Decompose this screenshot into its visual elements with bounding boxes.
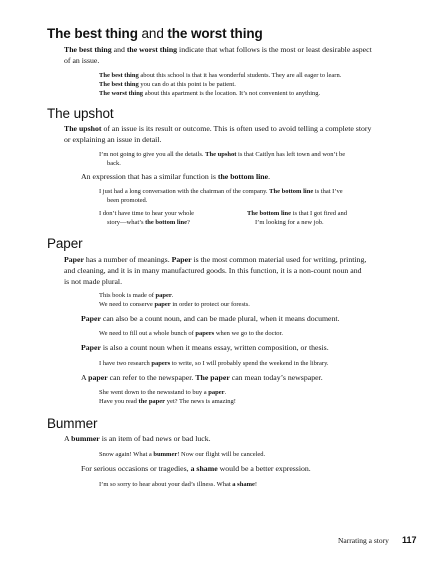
bummer-example-2: I’m so sorry to hear about your dad’s illness. What a shame! <box>99 481 258 488</box>
upshot-bottom-line-note: An expression that has a similar function is the bottom line. <box>81 172 271 181</box>
best-worst-example-2: The best thing you can do at this point is be patient. <box>99 81 236 88</box>
paper-intro-line-3: is not made plural. <box>64 277 123 286</box>
heading-best-worst: The best thing and the worst thing <box>47 26 263 41</box>
paper-note-essay: Paper is also a count noun when it means essay, written composition, or thesis. <box>81 343 329 352</box>
upshot-example-3-right-line-2: I’m looking for a new job. <box>255 219 324 226</box>
best-worst-example-3: The worst thing about this apartment is the location. It’s not convenient to anything. <box>99 90 321 97</box>
heading-paper: Paper <box>47 236 83 251</box>
paper-example-4-line-1: She went down to the newsstand to buy a paper. <box>99 389 227 396</box>
paper-example-1-line-2: We need to conserve paper in order to protect our forests. <box>99 301 250 308</box>
upshot-example-1-line-1: I’m not going to give you all the details. The upshot is that Caitlyn has left town and won’t be <box>99 151 346 158</box>
bummer-note-1: A bummer is an item of bad news or bad luck. <box>64 434 211 443</box>
page-number: 117 <box>402 535 417 545</box>
upshot-example-3-left-line-2: story—what’s the bottom line? <box>107 219 190 226</box>
heading-bummer: Bummer <box>47 416 98 431</box>
paper-example-2: We need to fill out a whole bunch of papers when we go to the doctor. <box>99 330 283 337</box>
paper-example-3: I have two research papers to write, so I will probably spend the weekend in the library. <box>99 360 329 367</box>
upshot-example-3-right-line-1: The bottom line is that I got fired and <box>247 210 348 217</box>
paper-note-newspaper: A paper can refer to the newspaper. The paper can mean today’s newspaper. <box>81 373 323 382</box>
upshot-example-2-line-2: been promoted. <box>107 197 148 204</box>
heading-upshot: The upshot <box>47 106 114 121</box>
upshot-intro-line-2: or explaining an issue in detail. <box>64 135 162 144</box>
best-worst-intro-line-1: The best thing and the worst thing indicate that what follows is the most or least desirable aspect <box>64 45 372 54</box>
paper-note-document: Paper can also be a count noun, and can be made plural, when it means document. <box>81 314 340 323</box>
paper-example-4-line-2: Have you read the paper yet? The news is amazing! <box>99 398 236 405</box>
upshot-example-1-line-2: back. <box>107 160 121 167</box>
upshot-example-2-line-1: I just had a long conversation with the chairman of the company. The bottom line is that I’ve <box>99 188 343 195</box>
best-worst-example-1: The best thing about this school is that it has wonderful students. They are all eager to learn. <box>99 72 342 79</box>
upshot-intro-line-1: The upshot of an issue is its result or outcome. This is often used to avoid telling a complete story <box>64 124 372 133</box>
paper-example-1-line-1: This book is made of paper. <box>99 292 174 299</box>
paper-intro-line-2: and cleaning, and it is in many manufactured goods. In this function, it is a non-count noun and <box>64 266 362 275</box>
best-worst-intro-line-2: of an issue. <box>64 56 100 65</box>
paper-intro-line-1: Paper has a number of meanings. Paper is the most common material used for writing, printing, <box>64 255 367 264</box>
bummer-example-1: Snow again! What a bummer! Now our flight will be canceled. <box>99 451 266 458</box>
bummer-note-2: For serious occasions or tragedies, a shame would be a better expression. <box>81 464 311 473</box>
footer-running-title: Narrating a story <box>338 536 389 545</box>
upshot-example-3-left-line-1: I don’t have time to hear your whole <box>99 210 195 217</box>
